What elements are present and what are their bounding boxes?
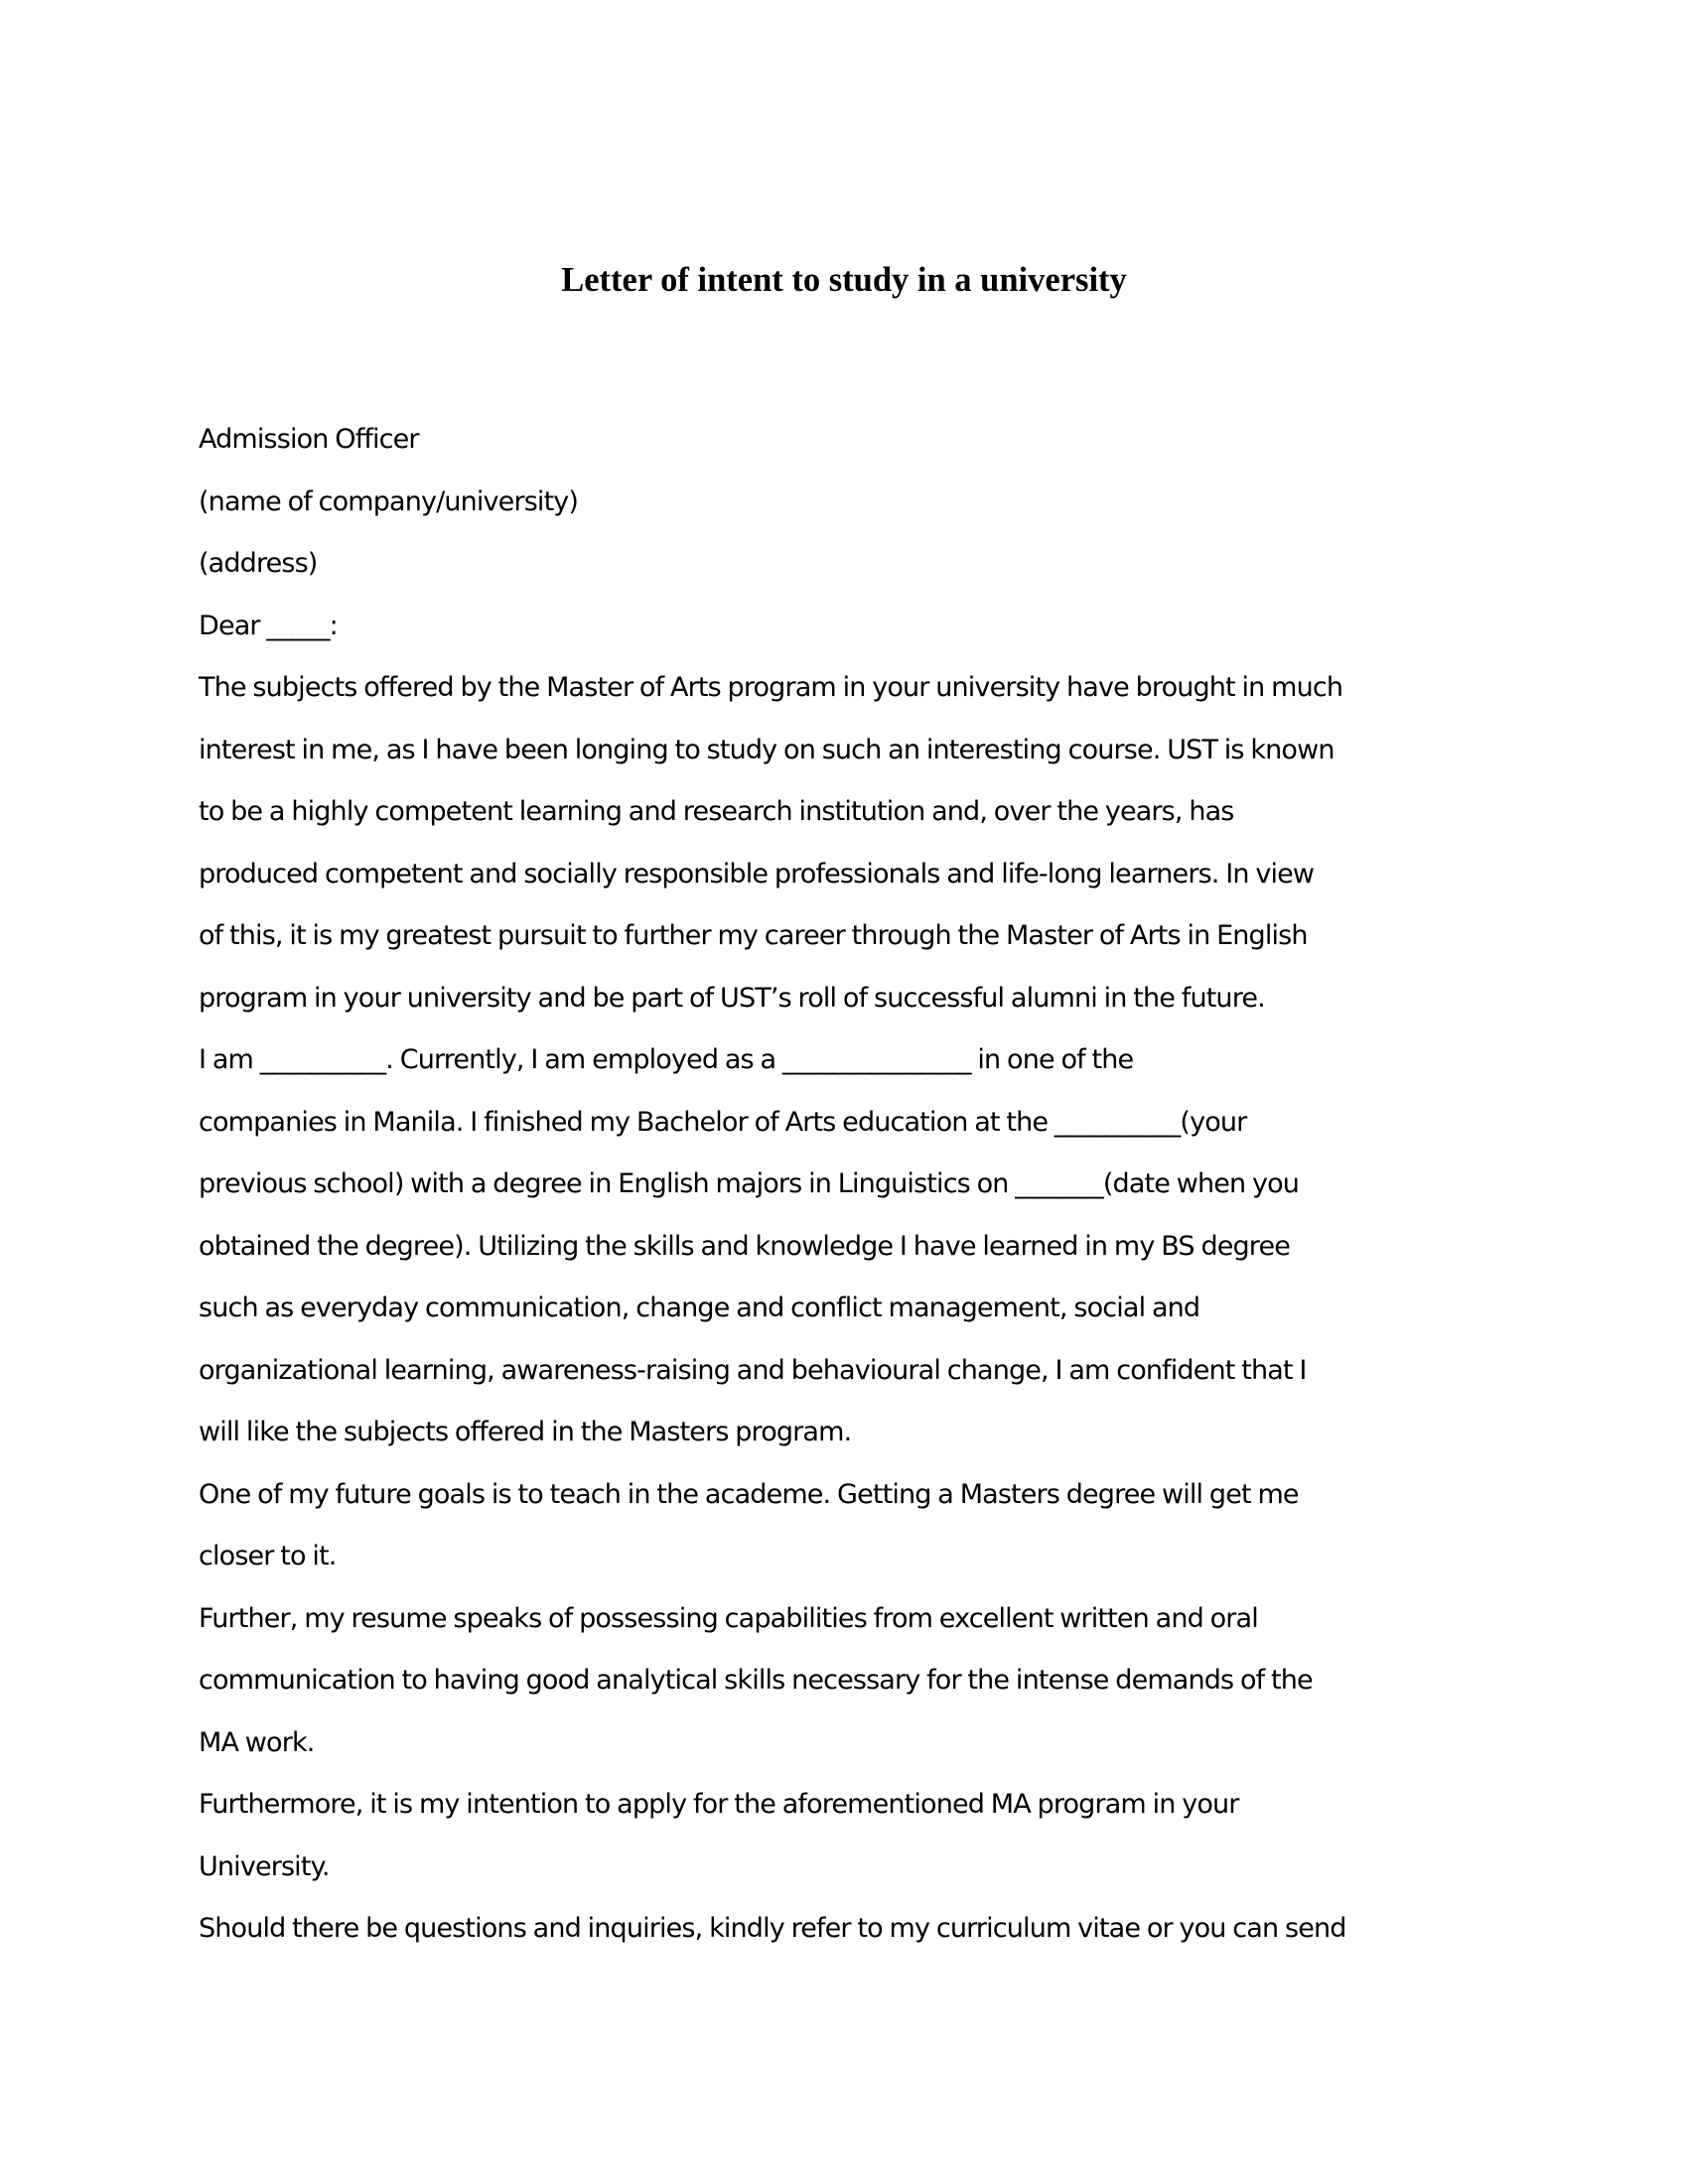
- paragraph-line: to be a highly competent learning and research institution and, over the years, has: [199, 796, 1234, 827]
- paragraph-line: Further, my resume speaks of possessing capabilities from excellent written and oral: [199, 1602, 1258, 1634]
- document-title: Letter of intent to study in a university: [561, 261, 1127, 299]
- letter-body: [199, 409, 1489, 1961]
- paragraph-line: The subjects offered by the Master of Arts program in your university have brought in much: [199, 672, 1343, 703]
- paragraph-line: will like the subjects offered in the Masters program.: [199, 1417, 852, 1447]
- salutation-line: Dear _____:: [199, 610, 338, 641]
- recipient-organization-line: (name of company/university): [199, 485, 579, 517]
- paragraph-line: such as everyday communication, change and conflict management, social and: [199, 1293, 1200, 1323]
- recipient-address-line: (address): [199, 548, 318, 579]
- paragraph-line: I am __________. Currently, I am employed as a _______________ in one of the: [199, 1044, 1134, 1075]
- paragraph-line: interest in me, as I have been longing to study on such an interesting course. UST is known: [199, 734, 1335, 765]
- paragraph-line: obtained the degree). Utilizing the skills and knowledge I have learned in my BS degree: [199, 1230, 1290, 1262]
- paragraph-line: organizational learning, awareness-raising and behavioural change, I am confident that I: [199, 1354, 1307, 1386]
- paragraph-line: Furthermore, it is my intention to apply for the aforementioned MA program in your: [199, 1789, 1239, 1820]
- paragraph-line: program in your university and be part of UST’s roll of successful alumni in the future.: [199, 982, 1265, 1014]
- paragraph-line: companies in Manila. I finished my Bachelor of Arts education at the __________(your: [199, 1106, 1247, 1138]
- paragraph-line: produced competent and socially responsible professionals and life-long learners. In view: [199, 858, 1315, 889]
- paragraph-line: One of my future goals is to teach in the academe. Getting a Masters degree will get me: [199, 1478, 1299, 1510]
- paragraph-line: of this, it is my greatest pursuit to further my career through the Master of Arts in English: [199, 920, 1308, 951]
- paragraph-line: previous school) with a degree in English majors in Linguistics on _______(date when you: [199, 1168, 1300, 1199]
- paragraph-line: Should there be questions and inquiries, kindly refer to my curriculum vitae or you can send: [199, 1913, 1346, 1944]
- recipient-title-line: Admission Officer: [199, 424, 419, 455]
- paragraph-line: MA work.: [199, 1726, 315, 1758]
- paragraph-line: closer to it.: [199, 1541, 337, 1571]
- paragraph-line: communication to having good analytical skills necessary for the intense demands of the: [199, 1665, 1313, 1696]
- paragraph-line: University.: [199, 1850, 330, 1882]
